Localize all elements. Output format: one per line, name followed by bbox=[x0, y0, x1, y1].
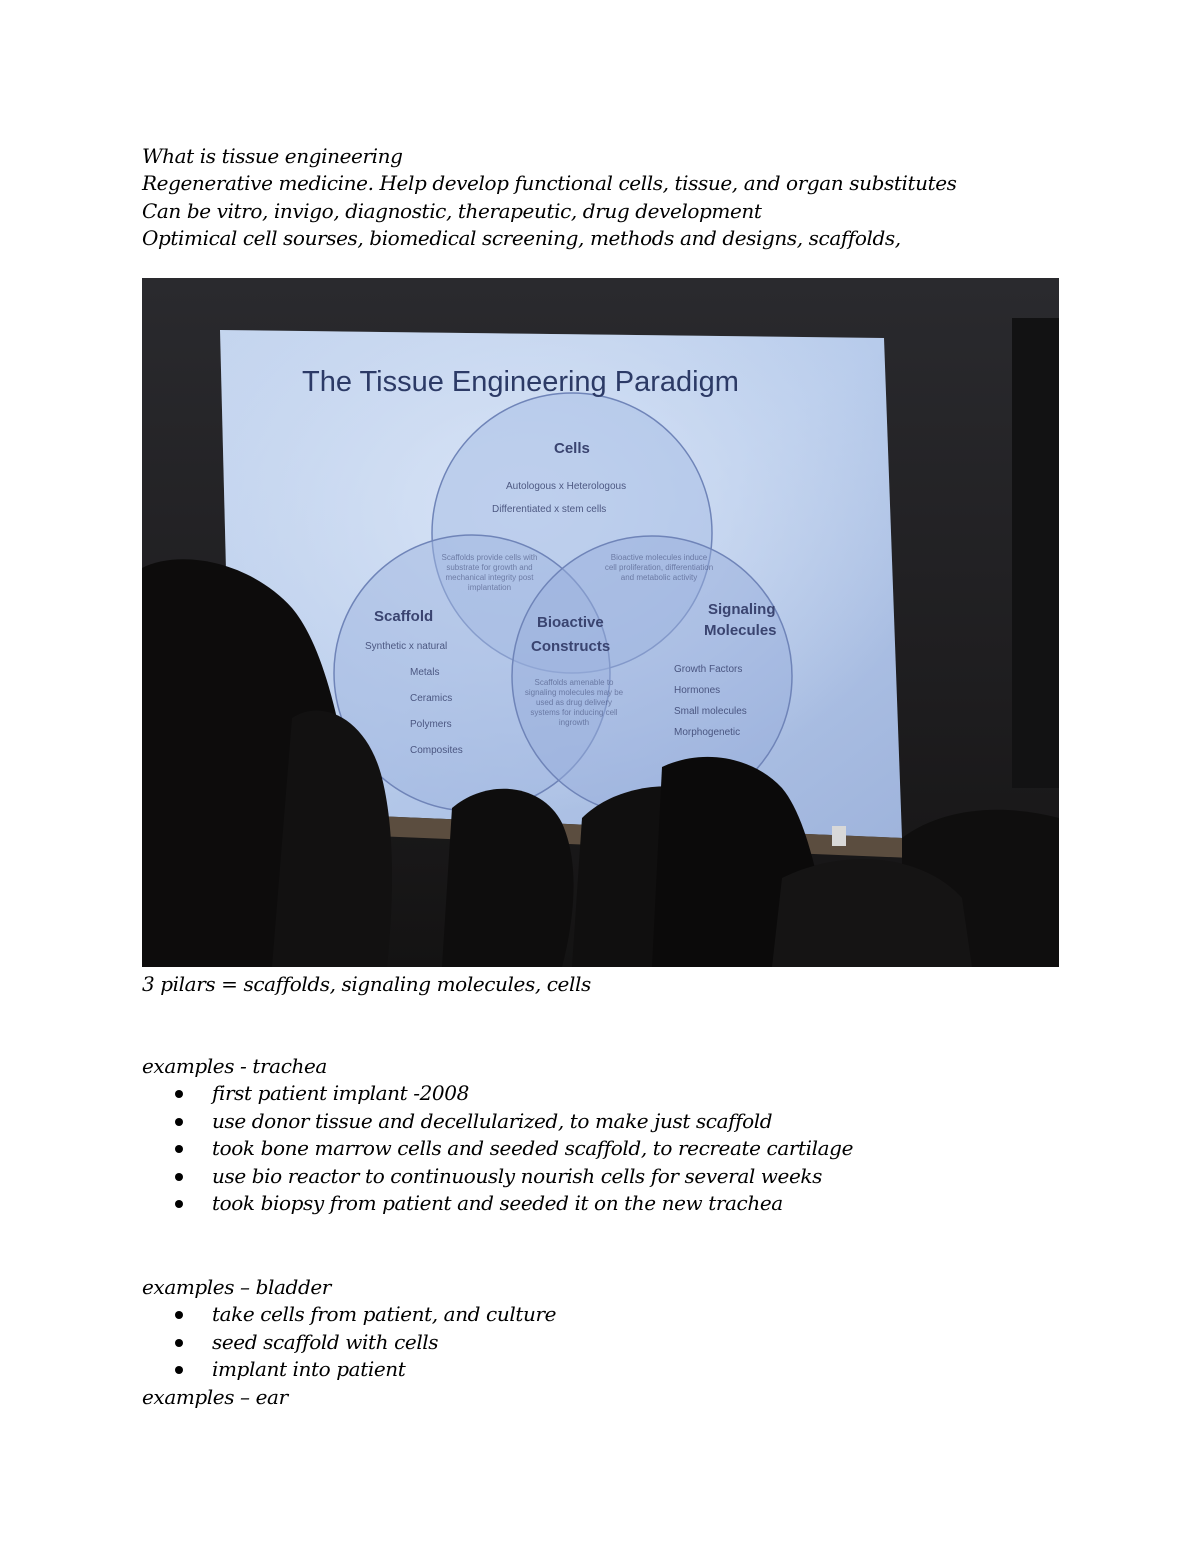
list-item-text: first patient implant -2008 bbox=[212, 1081, 469, 1105]
bullet-icon bbox=[175, 1145, 183, 1153]
signaling-label-1: Signaling bbox=[708, 601, 776, 618]
list-item-text: implant into patient bbox=[212, 1357, 406, 1381]
list-item-text: took bone marrow cells and seeded scaffold, to recreate cartilage bbox=[212, 1136, 854, 1160]
list-item-text: use donor tissue and decellularized, to make just scaffold bbox=[212, 1108, 773, 1133]
scaffold-item-2: Metals bbox=[410, 667, 440, 678]
list-item bbox=[142, 1080, 853, 1108]
bullet-icon bbox=[175, 1339, 183, 1347]
bullet-icon bbox=[175, 1200, 183, 1208]
overlap-scaffold-signaling: Scaffolds amenable to signaling molecules may be used as drug delivery systems for inducing cell ingrowth bbox=[524, 678, 624, 727]
list-item bbox=[142, 1301, 556, 1329]
overlap-cells-signaling: Bioactive molecules induce cell proliferation, differentiation and metabolic activity bbox=[604, 553, 714, 582]
intro-line-4: Optimical cell sourses, biomedical screening, methods and designs, scaffolds, bbox=[142, 226, 901, 250]
scaffold-item-3: Ceramics bbox=[410, 693, 453, 704]
lecture-slide-photo bbox=[142, 278, 1059, 967]
bullet-icon bbox=[175, 1173, 183, 1181]
list-item bbox=[142, 1108, 853, 1136]
center-label-1: Bioactive bbox=[537, 614, 604, 631]
center-label-2: Constructs bbox=[531, 638, 611, 655]
intro-line-3: Can be vitro, invigo, diagnostic, therapeutic, drug development bbox=[142, 199, 762, 223]
cells-item-2: Differentiated x stem cells bbox=[492, 504, 607, 515]
trachea-heading: examples - trachea bbox=[142, 1054, 327, 1078]
trachea-list bbox=[142, 1080, 853, 1218]
list-item bbox=[142, 1329, 556, 1357]
signaling-item-3: Small molecules bbox=[674, 706, 747, 717]
cells-item-1: Autologous x Heterologous bbox=[506, 481, 627, 492]
list-item-text: seed scaffold with cells bbox=[212, 1329, 439, 1354]
ear-heading: examples – ear bbox=[142, 1385, 288, 1409]
pillars-line: 3 pilars = scaffolds, signaling molecules, cells bbox=[142, 972, 591, 996]
bullet-icon bbox=[175, 1118, 183, 1126]
slide-title: The Tissue Engineering Paradigm bbox=[302, 366, 739, 398]
signaling-item-1: Growth Factors bbox=[674, 664, 743, 675]
list-item bbox=[142, 1163, 853, 1191]
bullet-icon bbox=[175, 1366, 183, 1374]
scaffold-item-1: Synthetic x natural bbox=[365, 641, 448, 652]
list-item-text: use bio reactor to continuously nourish cells for several weeks bbox=[212, 1163, 822, 1188]
list-item-text: take cells from patient, and culture bbox=[212, 1302, 557, 1326]
scaffold-item-4: Polymers bbox=[410, 719, 452, 730]
list-item bbox=[142, 1190, 853, 1218]
list-item bbox=[142, 1356, 556, 1384]
bullet-icon bbox=[175, 1311, 183, 1319]
intro-line-1: What is tissue engineering bbox=[142, 144, 403, 168]
bullet-icon bbox=[175, 1090, 183, 1098]
bladder-heading: examples – bladder bbox=[142, 1275, 331, 1299]
signaling-item-4: Morphogenetic bbox=[674, 727, 741, 738]
scaffold-label: Scaffold bbox=[374, 608, 434, 625]
list-item bbox=[142, 1135, 853, 1163]
overlap-cells-scaffold: Scaffolds provide cells with substrate for growth and mechanical integrity post implantation bbox=[441, 553, 538, 592]
signaling-label-2: Molecules bbox=[704, 622, 777, 639]
list-item-text: took biopsy from patient and seeded it on the new trachea bbox=[212, 1191, 783, 1215]
cells-label: Cells bbox=[554, 440, 590, 457]
intro-line-2: Regenerative medicine. Help develop functional cells, tissue, and organ substitutes bbox=[142, 171, 957, 195]
scaffold-item-5: Composites bbox=[410, 745, 463, 756]
signaling-item-2: Hormones bbox=[674, 685, 721, 696]
bladder-list bbox=[142, 1301, 556, 1384]
